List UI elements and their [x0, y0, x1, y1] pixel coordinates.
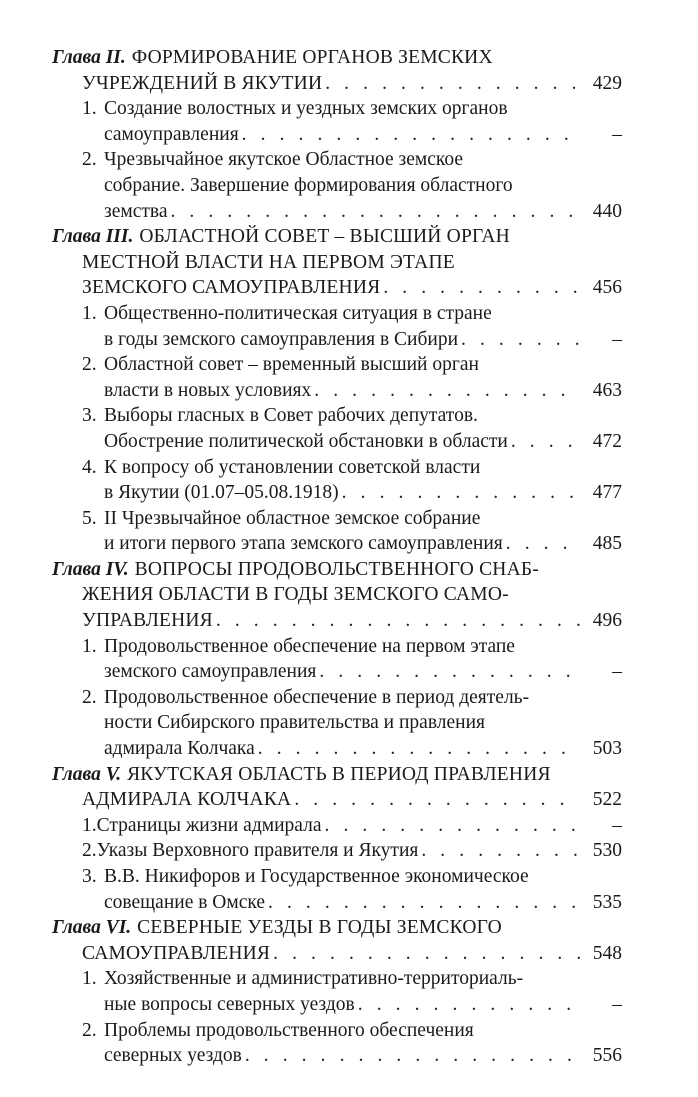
- chapter-title-text: УПРАВЛЕНИЯ: [82, 610, 213, 632]
- dot-leader: [342, 480, 580, 506]
- chapter-title-line[interactable]: [52, 45, 622, 71]
- section-title-text: Выборы гласных в Совет рабочих депутатов.: [104, 405, 478, 427]
- section-line[interactable]: [52, 1043, 622, 1069]
- chapter-title-line[interactable]: [52, 915, 622, 941]
- section-number: 3.: [82, 866, 97, 887]
- section-line[interactable]: [52, 659, 622, 685]
- page-number: 556: [592, 1045, 622, 1067]
- section-line[interactable]: [52, 531, 622, 557]
- chapter-title-line[interactable]: [52, 275, 622, 301]
- chapter-label: Глава II.: [52, 47, 126, 68]
- toc-chapter: [52, 45, 622, 224]
- chapter-title-text: УЧРЕЖДЕНИЙ В ЯКУТИИ: [82, 72, 323, 94]
- page-number: 456: [592, 277, 622, 299]
- page-number: –: [612, 328, 622, 350]
- chapter-title-line[interactable]: [52, 557, 622, 583]
- section-title-text: Обострение политической обстановки в области: [104, 430, 508, 452]
- section-number: 2.: [82, 149, 97, 171]
- chapter-title-line[interactable]: [52, 762, 622, 788]
- section-title-text: Общественно-политическая ситуация в стране: [104, 302, 492, 324]
- chapter-label: Глава IV.: [52, 558, 129, 580]
- section-line[interactable]: [52, 1018, 622, 1044]
- dot-leader: [245, 1043, 580, 1069]
- toc-chapter: [52, 915, 622, 1069]
- section-title-text: в Якутии (01.07–05.08.1918): [104, 482, 339, 504]
- page-number: 463: [592, 379, 622, 401]
- chapter-title-line[interactable]: [52, 941, 622, 967]
- section-title-text: адмирала Колчака: [104, 738, 255, 760]
- section-title-text: земского самоуправления: [104, 661, 317, 683]
- section-number: 2.: [82, 354, 97, 376]
- section-title-text: совещание в Омске: [104, 891, 266, 913]
- page-number: 522: [592, 789, 622, 811]
- section-title-text: северных уездов: [104, 1045, 242, 1067]
- dot-leader: [294, 787, 580, 813]
- dot-leader: [421, 838, 580, 864]
- section-title-text: земства: [104, 200, 168, 222]
- section-title-text: Страницы жизни адмирала: [96, 814, 322, 836]
- dot-leader: [325, 813, 581, 839]
- section-title-text: Чрезвычайное якутское Областное земское: [104, 149, 464, 171]
- section-title-text: Областной совет – временный высший орган: [104, 354, 479, 376]
- dot-leader: [216, 608, 580, 634]
- section-title-text: власти в новых условиях: [104, 379, 312, 401]
- chapter-label: Глава III.: [52, 226, 134, 248]
- section-title-text: К вопросу об установлении советской власти: [104, 456, 481, 478]
- section-line[interactable]: [52, 122, 622, 148]
- page-number: 503: [592, 738, 622, 760]
- dot-leader: [170, 199, 580, 225]
- dot-leader: [506, 531, 580, 557]
- chapter-label: Глава VI.: [52, 917, 132, 939]
- section-title-text: Хозяйственные и административно-территориаль-: [104, 968, 524, 990]
- page-number: 548: [592, 942, 622, 964]
- chapter-title-text: САМОУПРАВЛЕНИЯ: [82, 942, 271, 964]
- dot-leader: [258, 736, 580, 762]
- dot-leader: [273, 941, 580, 967]
- section-title-text: В.В. Никифоров и Государственное экономическое: [104, 866, 529, 887]
- section-title-text: Продовольственное обеспечение в период деятель-: [104, 686, 530, 708]
- dot-leader: [242, 122, 580, 148]
- section-title-text: в годы земского самоуправления в Сибири: [104, 328, 459, 350]
- section-line[interactable]: [52, 96, 622, 122]
- chapter-title-text: МЕСТНОЙ ВЛАСТИ НА ПЕРВОМ ЭТАПЕ: [82, 251, 455, 273]
- page-number: 440: [592, 200, 622, 222]
- section-number: 1.: [82, 635, 97, 657]
- page-number: 429: [592, 72, 622, 94]
- section-number: 5.: [82, 507, 97, 529]
- section-line[interactable]: [52, 403, 622, 429]
- dot-leader: [319, 659, 580, 685]
- chapter-title-text: СЕВЕРНЫЕ УЕЗДЫ В ГОДЫ ЗЕМСКОГО: [137, 917, 502, 939]
- section-title-text: самоуправления: [104, 123, 239, 145]
- section-title-text: собрание. Завершение формирования областного: [104, 174, 513, 196]
- section-line[interactable]: [52, 480, 622, 506]
- chapter-title-line[interactable]: [52, 71, 622, 97]
- section-line[interactable]: [52, 736, 622, 762]
- chapter-title-text: АДМИРАЛА КОЛЧАКА: [82, 789, 292, 811]
- dot-leader: [383, 275, 580, 301]
- section-title-text: II Чрезвычайное областное земское собрание: [104, 507, 481, 529]
- section-line[interactable]: [52, 634, 622, 660]
- section-number: 1.: [82, 814, 97, 836]
- chapter-title-line[interactable]: [52, 224, 622, 250]
- section-number: 3.: [82, 405, 97, 427]
- chapter-title-line[interactable]: [52, 250, 622, 276]
- chapter-title-text: ОБЛАСТНОЙ СОВЕТ – ВЫСШИЙ ОРГАН: [139, 226, 510, 248]
- section-title-text: и итоги первого этапа земского самоуправления: [104, 533, 503, 555]
- dot-leader: [358, 992, 580, 1018]
- chapter-title-text: ЯКУТСКАЯ ОБЛАСТЬ В ПЕРИОД ПРАВЛЕНИЯ: [127, 763, 551, 785]
- section-line[interactable]: [52, 864, 622, 890]
- chapter-label: Глава V.: [52, 763, 122, 785]
- chapter-title-text: ЖЕНИЯ ОБЛАСТИ В ГОДЫ ЗЕМСКОГО САМО-: [82, 584, 509, 606]
- section-number: 4.: [82, 456, 97, 478]
- toc-chapter: [52, 224, 622, 557]
- section-line[interactable]: [52, 199, 622, 225]
- dot-leader: [325, 71, 580, 97]
- table-of-contents: [52, 45, 622, 1069]
- section-line[interactable]: [52, 378, 622, 404]
- page-number: 477: [592, 482, 622, 504]
- section-line[interactable]: [52, 685, 622, 711]
- section-line[interactable]: [52, 455, 622, 481]
- dot-leader: [268, 890, 580, 916]
- section-line[interactable]: [52, 301, 622, 327]
- chapter-title-line[interactable]: [52, 608, 622, 634]
- page-number: –: [612, 814, 622, 836]
- chapter-title-text: ФОРМИРОВАНИЕ ОРГАНОВ ЗЕМСКИХ: [131, 47, 493, 68]
- section-number: 1.: [82, 968, 97, 990]
- section-line[interactable]: [52, 147, 622, 173]
- section-number: 2.: [82, 840, 97, 862]
- chapter-title-text: ЗЕМСКОГО САМОУПРАВЛЕНИЯ: [82, 277, 381, 299]
- chapter-title-text: ВОПРОСЫ ПРОДОВОЛЬСТВЕННОГО СНАБ-: [134, 558, 539, 580]
- section-line[interactable]: [52, 992, 622, 1018]
- section-title-text: Проблемы продовольственного обеспечения: [104, 1019, 474, 1041]
- section-number: 2.: [82, 1019, 97, 1041]
- section-line[interactable]: [52, 710, 622, 736]
- section-title-text: ности Сибирского правительства и правления: [104, 712, 486, 734]
- section-line[interactable]: [52, 838, 622, 864]
- section-line[interactable]: [52, 813, 622, 839]
- section-line[interactable]: [52, 966, 622, 992]
- section-number: 1.: [82, 98, 97, 120]
- dot-leader: [511, 429, 580, 455]
- page-number: –: [612, 123, 622, 145]
- page-number: 535: [592, 891, 622, 913]
- page-number: 485: [592, 533, 622, 555]
- page-number: –: [612, 993, 622, 1015]
- section-line[interactable]: [52, 173, 622, 199]
- section-title-text: Указы Верховного правителя и Якутия: [96, 840, 419, 862]
- section-line[interactable]: [52, 506, 622, 532]
- page-number: –: [612, 661, 622, 683]
- dot-leader: [461, 327, 580, 353]
- section-number: 1.: [82, 302, 97, 324]
- page-number: 472: [592, 430, 622, 452]
- chapter-title-line[interactable]: [52, 787, 622, 813]
- section-line[interactable]: [52, 890, 622, 916]
- section-line[interactable]: [52, 352, 622, 378]
- chapter-title-line[interactable]: [52, 582, 622, 608]
- section-line[interactable]: [52, 327, 622, 353]
- section-title-text: Создание волостных и уездных земских органов: [104, 98, 508, 120]
- section-number: 2.: [82, 686, 97, 708]
- toc-chapter: [52, 557, 622, 762]
- section-title-text: Продовольственное обеспечение на первом этапе: [104, 635, 515, 657]
- dot-leader: [314, 378, 580, 404]
- page-number: 496: [592, 610, 622, 632]
- section-title-text: ные вопросы северных уездов: [104, 993, 355, 1015]
- section-line[interactable]: [52, 429, 622, 455]
- toc-chapter: [52, 762, 622, 916]
- page-number: 530: [592, 840, 622, 862]
